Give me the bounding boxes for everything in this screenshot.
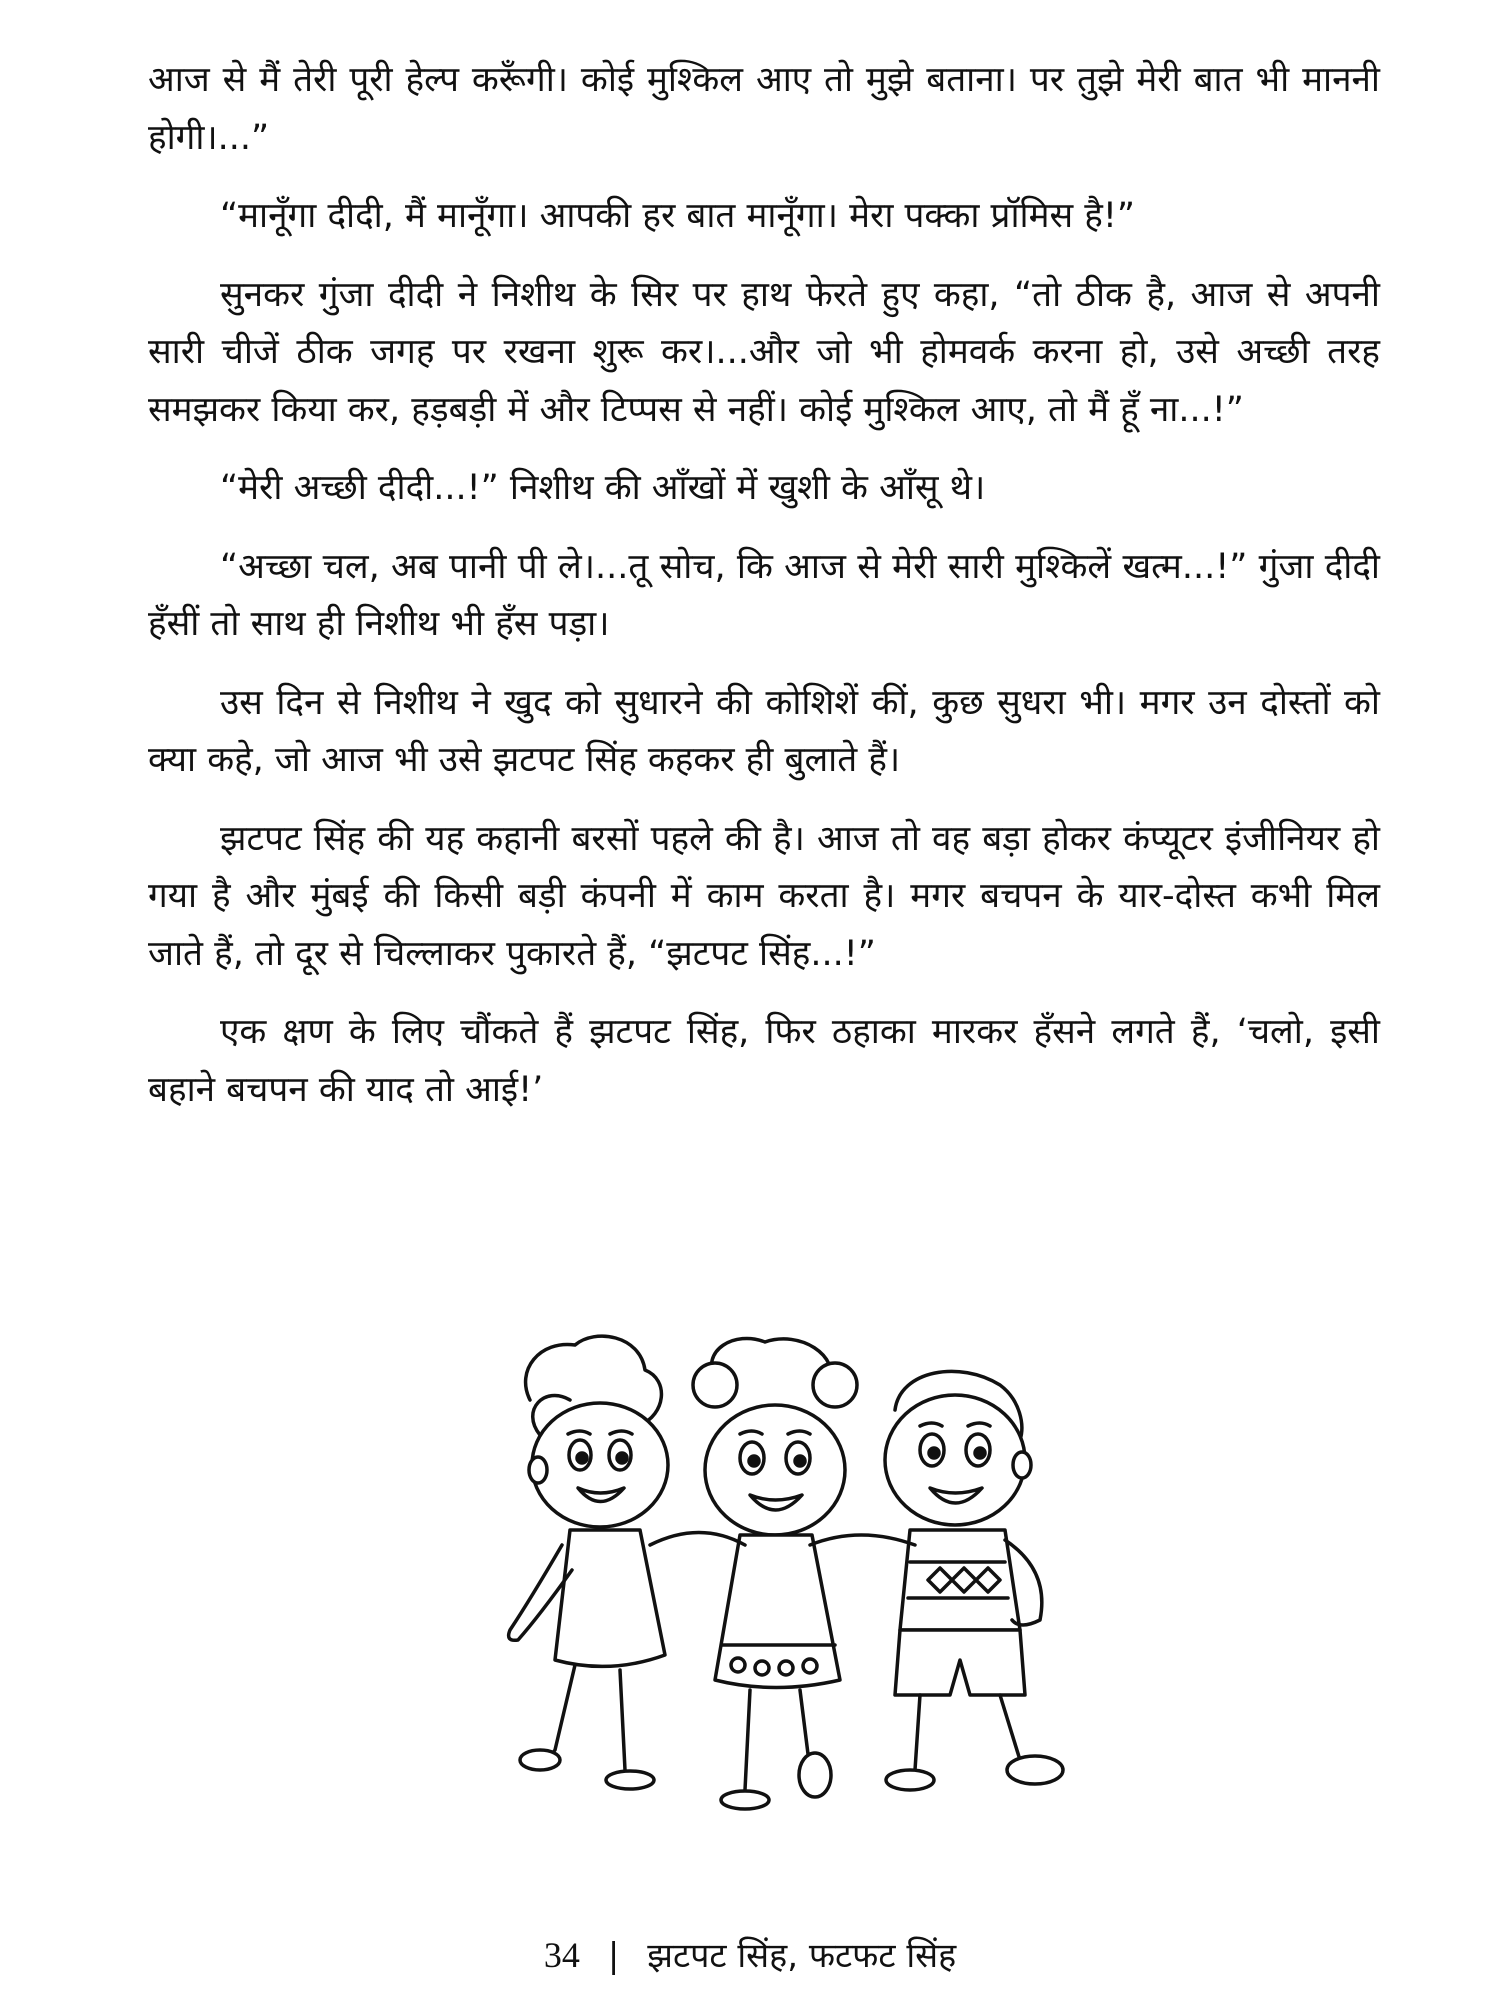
linked-arm-left (650, 1533, 745, 1546)
book-title: झटपट सिंह, फटफट सिंह (647, 1936, 957, 1976)
story-text (148, 52, 1380, 1140)
girl-left-figure (509, 1336, 668, 1789)
paragraph-1: आज से मैं तेरी पूरी हेल्प करूँगी। कोई मुश्किल आए तो मुझे बताना। पर तुझे मेरी बात भी माननी होगी।...” (148, 60, 1380, 158)
page-footer (0, 1935, 1500, 1976)
paragraph-8: एक क्षण के लिए चौंकते हैं झटपट सिंह, फिर ठहाका मारकर हँसने लगते हैं, ‘चलो, इसी बहाने बचपन की याद तो आई!’ (148, 1012, 1380, 1110)
paragraph-3: सुनकर गुंजा दीदी ने निशीथ के सिर पर हाथ फेरते हुए कहा, “तो ठीक है, आज से अपनी सारी चीजें ठीक जगह पर रखना शुरू कर।...और जो भी होमवर्क करना हो, उसे अच्छी तरह समझकर किया कर, हड़बड़ी में और टिप्पस से नहीं। कोई मुश्किल आए, तो मैं हूँ ना...!” (148, 274, 1380, 430)
linked-arm-right (810, 1535, 915, 1545)
paragraph-5: “अच्छा चल, अब पानी पी ले।...तू सोच, कि आज से मेरी सारी मुश्किलें खत्म...!” गुंजा दीदी हँसीं तो साथ ही निशीथ भी हँस पड़ा। (148, 546, 1380, 644)
paragraph-2: “मानूँगा दीदी, मैं मानूँगा। आपकी हर बात मानूँगा। मेरा पक्का प्रॉमिस है!” (220, 196, 1136, 236)
paragraph-7: झटपट सिंह की यह कहानी बरसों पहले की है। आज तो वह बड़ा होकर कंप्यूटर इंजीनियर हो गया है और मुंबई की किसी बड़ी कंपनी में काम करता है। मगर बचपन के यार-दोस्त कभी मिल जाते हैं, तो दूर से चिल्लाकर पुकारते हैं, “झटपट सिंह...!” (148, 818, 1380, 974)
paragraph-4: “मेरी अच्छी दीदी...!” निशीथ की आँखों में खुशी के आँसू थे। (220, 468, 986, 508)
footer-separator: | (607, 1936, 620, 1976)
three-children-illustration (500, 1330, 1080, 1870)
girl-middle-figure (693, 1338, 857, 1809)
paragraph-6: उस दिन से निशीथ ने खुद को सुधारने की कोशिशें कीं, कुछ सुधरा भी। मगर उन दोस्तों को क्या कहे, जो आज भी उसे झटपट सिंह कहकर ही बुलाते हैं। (148, 682, 1380, 780)
page-number: 34 (543, 1935, 580, 1975)
boy-right-figure (885, 1371, 1063, 1790)
